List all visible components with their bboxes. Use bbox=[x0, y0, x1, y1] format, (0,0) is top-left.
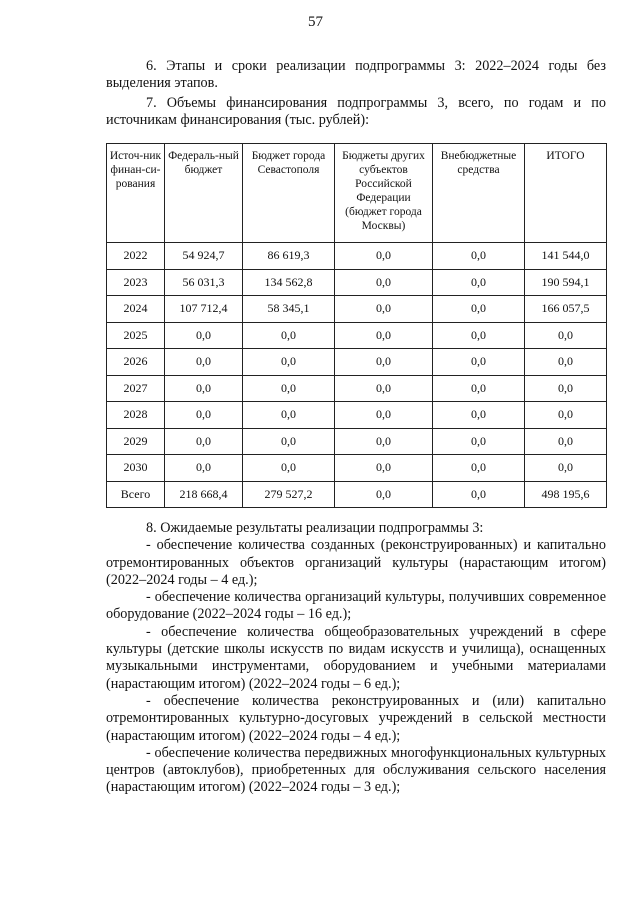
result-item: - обеспечение количества передвижных многофункциональных культурных центров (автоклубов), приобретенных для обслуживания сельского населения (нарастающим итогом) (2022–2024 годы – 3 ед.); bbox=[106, 744, 606, 796]
result-item: - обеспечение количества созданных (реконструированных) и капитально отремонтированных объектов организаций культуры (нарастающим итогом) (2022–2024 годы – 4 ед.); bbox=[106, 537, 606, 588]
table-row bbox=[107, 243, 607, 270]
table-cell: 0,0 bbox=[165, 428, 243, 455]
table-cell: 0,0 bbox=[335, 428, 433, 455]
table-cell: 0,0 bbox=[335, 322, 433, 349]
table-cell: 0,0 bbox=[335, 375, 433, 402]
table-cell: 0,0 bbox=[433, 269, 525, 296]
table-cell: 107 712,4 bbox=[165, 296, 243, 323]
table-cell: 0,0 bbox=[433, 375, 525, 402]
table-cell: 0,0 bbox=[165, 375, 243, 402]
result-item: - обеспечение количества общеобразовательных учреждений в сфере культуры (детские школы искусств по видам искусств и училища), оснащенных музыкальными инструментами, оборудованием и учебными материалами (нарастающим итогом) (2022–2024 годы – 6 ед.); bbox=[106, 623, 606, 692]
table-cell: 0,0 bbox=[243, 402, 335, 429]
table-cell: 0,0 bbox=[525, 375, 607, 402]
table-cell-year: 2024 bbox=[107, 296, 165, 323]
table-cell: 0,0 bbox=[433, 296, 525, 323]
table-cell: 141 544,0 bbox=[525, 243, 607, 270]
table-cell: 0,0 bbox=[433, 455, 525, 482]
header-other-subjects-budget: Бюджеты других субъектов Российской Федерации (бюджет города Москвы) bbox=[335, 144, 433, 243]
table-cell-year: 2026 bbox=[107, 349, 165, 376]
table-cell: 498 195,6 bbox=[525, 481, 607, 508]
table-cell: 0,0 bbox=[335, 455, 433, 482]
table-cell: 166 057,5 bbox=[525, 296, 607, 323]
table-row bbox=[107, 322, 607, 349]
table-row bbox=[107, 269, 607, 296]
table-cell: 0,0 bbox=[335, 402, 433, 429]
header-source: Источ-ник финан-си-рования bbox=[107, 144, 165, 243]
table-cell-year: 2027 bbox=[107, 375, 165, 402]
table-cell: 218 668,4 bbox=[165, 481, 243, 508]
table-cell: 190 594,1 bbox=[525, 269, 607, 296]
results-list bbox=[106, 537, 606, 796]
header-sevastopol-budget: Бюджет города Севастополя bbox=[243, 144, 335, 243]
table-row bbox=[107, 296, 607, 323]
table-cell: 0,0 bbox=[243, 322, 335, 349]
table-cell: 0,0 bbox=[243, 455, 335, 482]
header-extrabudgetary: Внебюджетные средства bbox=[433, 144, 525, 243]
result-item: - обеспечение количества организаций культуры, получивших современное оборудование (2022–2024 годы – 16 ед.); bbox=[106, 589, 606, 623]
financing-table bbox=[106, 143, 607, 508]
table-cell-year: 2029 bbox=[107, 428, 165, 455]
table-cell: 0,0 bbox=[335, 296, 433, 323]
table-cell: 0,0 bbox=[525, 455, 607, 482]
table-cell-year: 2028 bbox=[107, 402, 165, 429]
table-cell-year: 2025 bbox=[107, 322, 165, 349]
table-body bbox=[107, 243, 607, 508]
table-cell: 279 527,2 bbox=[243, 481, 335, 508]
table-cell: 0,0 bbox=[433, 481, 525, 508]
header-federal-budget: Федераль-ный бюджет bbox=[165, 144, 243, 243]
table-cell: 0,0 bbox=[165, 349, 243, 376]
table-cell: 56 031,3 bbox=[165, 269, 243, 296]
table-cell: 0,0 bbox=[525, 428, 607, 455]
section-8 bbox=[106, 520, 606, 797]
table-cell: 0,0 bbox=[525, 349, 607, 376]
section-8-heading: 8. Ожидаемые результаты реализации подпрограммы 3: bbox=[146, 520, 484, 536]
table-row bbox=[107, 481, 607, 508]
table-header-row bbox=[107, 144, 607, 243]
table-cell: 0,0 bbox=[165, 455, 243, 482]
table-cell: 0,0 bbox=[433, 243, 525, 270]
table-cell: 0,0 bbox=[243, 349, 335, 376]
table-cell: 134 562,8 bbox=[243, 269, 335, 296]
page-number: 57 bbox=[308, 14, 323, 30]
table-cell: 0,0 bbox=[433, 428, 525, 455]
table-cell: 0,0 bbox=[243, 428, 335, 455]
table-cell: 0,0 bbox=[433, 402, 525, 429]
section-7-paragraph: 7. Объемы финансирования подпрограммы 3, всего, по годам и по источникам финансирования (тыс. рублей): bbox=[106, 95, 606, 128]
table-cell-year: 2030 bbox=[107, 455, 165, 482]
table-row bbox=[107, 428, 607, 455]
table-cell: 0,0 bbox=[525, 322, 607, 349]
table-cell: 0,0 bbox=[165, 322, 243, 349]
table-cell: 0,0 bbox=[243, 375, 335, 402]
table-cell: 0,0 bbox=[335, 481, 433, 508]
table-cell: 0,0 bbox=[433, 322, 525, 349]
table-cell-year: Всего bbox=[107, 481, 165, 508]
table-cell: 58 345,1 bbox=[243, 296, 335, 323]
table-cell: 0,0 bbox=[165, 402, 243, 429]
table-cell-year: 2022 bbox=[107, 243, 165, 270]
table-cell-year: 2023 bbox=[107, 269, 165, 296]
table-cell: 86 619,3 bbox=[243, 243, 335, 270]
table-cell: 0,0 bbox=[525, 402, 607, 429]
table-cell: 0,0 bbox=[433, 349, 525, 376]
table-cell: 0,0 bbox=[335, 243, 433, 270]
section-6-paragraph: 6. Этапы и сроки реализации подпрограммы 3: 2022–2024 годы без выделения этапов. bbox=[106, 58, 606, 91]
header-total: ИТОГО bbox=[525, 144, 607, 243]
table-row bbox=[107, 349, 607, 376]
table-row bbox=[107, 402, 607, 429]
table-row bbox=[107, 375, 607, 402]
table-cell: 54 924,7 bbox=[165, 243, 243, 270]
table-row bbox=[107, 455, 607, 482]
table-cell: 0,0 bbox=[335, 269, 433, 296]
table-cell: 0,0 bbox=[335, 349, 433, 376]
result-item: - обеспечение количества реконструированных и (или) капитально отремонтированных культурно-досуговых учреждений в сельской местности (нарастающим итогом) (2022–2024 годы – 4 ед.); bbox=[106, 692, 606, 744]
